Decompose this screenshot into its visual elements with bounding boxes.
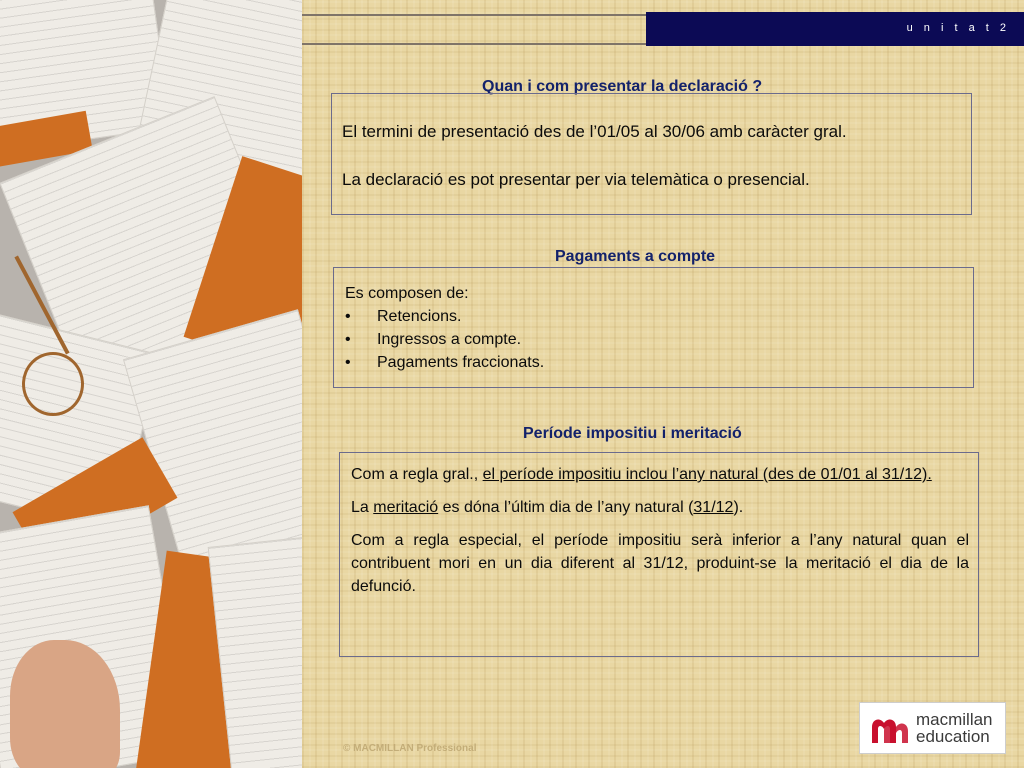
logo-line-2: education [916,727,990,746]
macmillan-logo-icon [870,713,910,745]
eyeglasses-lens [22,352,84,416]
header-navy-band [646,12,1024,46]
logo-line-1: macmillan [916,710,993,729]
section-title-pagaments: Pagaments a compte [555,248,716,265]
presentacio-paragraph: El termini de presentació des de l’01/05 al 30/06 amb caràcter gral. [342,122,847,141]
periode-paragraph-1 [351,463,969,486]
list-item: • Retencions. [345,305,963,328]
list-item: • Ingressos a compte. [345,328,963,351]
presentacio-paragraph: La declaració es pot presentar per via telemàtica o presencial. [342,170,810,189]
macmillan-education-logo [859,702,1006,754]
section-title-presentacio: Quan i com presentar la declaració ? [482,78,763,95]
header-rule [302,43,646,45]
hand-with-pen [10,640,120,768]
list-item: • Pagaments fraccionats. [345,351,963,374]
header-bar [302,12,1024,46]
text-span: ). [733,499,744,516]
unit-label: u n i t a t 2 [906,22,1010,34]
periode-box [339,452,979,657]
periode-paragraph-3: Com a regla especial, el període impositiu serà inferior a l’any natural quan el contribuent mori en un dia diferent al 31/12, produint-se la meritació el dia de la defunció. [351,532,969,595]
text-span: es dóna l’últim dia de l’any natural ( [438,499,694,516]
text-span: Com a regla gral., [351,466,483,483]
slide-content [302,0,1024,768]
pagaments-intro: Es composen de: [345,285,469,302]
underlined-text: el període impositiu inclou l’any natural (des de 01/01 al 31/12). [482,466,932,483]
header-rule [302,14,646,16]
underlined-text: 31/12 [693,499,734,516]
section-title-periode: Període impositiu i meritació [523,425,742,442]
decorative-photo-panel [0,0,302,768]
pagaments-list [345,305,963,374]
underlined-text: meritació [373,499,439,516]
text-span: La [351,499,374,516]
periode-paragraph-2 [351,496,969,519]
pagaments-box [333,267,974,388]
presentacio-box [331,93,972,215]
logo-wordmark [916,711,993,745]
copyright-footer: © MACMILLAN Professional [343,743,477,754]
